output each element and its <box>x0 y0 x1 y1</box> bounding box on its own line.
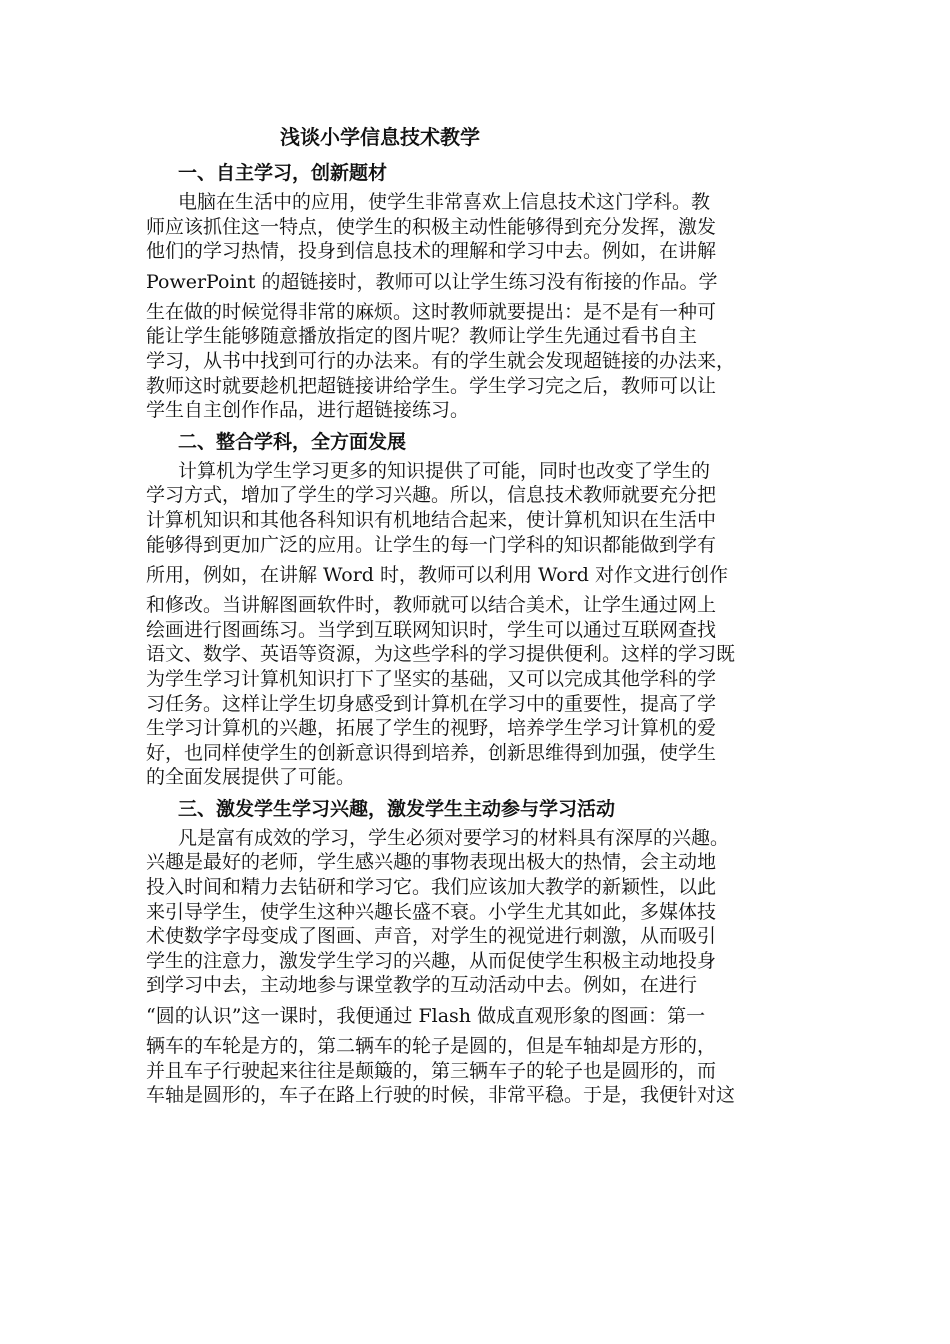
section-1-heading: 一、自主学习，创新题材 <box>178 162 388 184</box>
text-line: 电脑在生活中的应用，使学生非常喜欢上信息技术这门学科。教 <box>178 191 711 213</box>
text-line: 辆车的车轮是方的，第二辆车的轮子是圆的，但是车轴却是方形的， <box>146 1035 717 1058</box>
text-line: 来引导学生，使学生这种兴趣长盛不衰。小学生尤其如此，多媒体技 <box>146 900 717 923</box>
text-line: 学生自主创作作品，进行超链接练习。 <box>146 399 470 422</box>
document-page <box>146 118 811 1110</box>
text-line: 凡是富有成效的学习，学生必须对要学习的材料具有深厚的兴趣。 <box>178 826 730 849</box>
text-line: 和修改。当讲解图画软件时，教师就可以结合美术，让学生通过网上 <box>146 594 717 617</box>
text-line: 并且车子行驶起来往往是颠簸的，第三辆车子的轮子也是圆形的，而 <box>146 1059 717 1082</box>
text-line: 学习方式，增加了学生的学习兴趣。所以，信息技术教师就要充分把 <box>146 484 717 507</box>
text-line: 计算机知识和其他各科知识有机地结合起来，使计算机知识在生活中 <box>146 508 717 531</box>
text-line: 生学习计算机的兴趣，拓展了学生的视野，培养学生学习计算机的爱 <box>146 717 717 740</box>
section-1-paragraph <box>146 190 811 423</box>
text-line: 投入时间和精力去钻研和学习它。我们应该加大教学的新颖性，以此 <box>146 876 717 899</box>
text-line: 术使数学字母变成了图画、声音，对学生的视觉进行刺激，从而吸引 <box>146 925 717 948</box>
section-2-paragraph <box>146 459 811 790</box>
text-line: 学生的注意力，激发学生学习的兴趣，从而促使学生积极主动地投身 <box>146 949 717 972</box>
text-line: 车轴是圆形的，车子在路上行驶的时候，非常平稳。于是，我便针对这 <box>146 1084 736 1107</box>
document-title: 浅谈小学信息技术教学 <box>280 125 480 149</box>
section-2-heading: 二、整合学科，全方面发展 <box>178 430 407 453</box>
section-3-paragraph <box>146 826 811 1108</box>
text-line: 学习，从书中找到可行的办法来。有的学生就会发现超链接的办法来， <box>146 349 736 372</box>
section-3-heading: 三、激发学生学习兴趣，激发学生主动参与学习活动 <box>178 797 616 820</box>
text-line: 为学生学习计算机知识打下了坚实的基础，又可以完成其他学科的学 <box>146 667 717 690</box>
text-line: 习任务。这样让学生切身感受到计算机在学习中的重要性，提高了学 <box>146 692 717 715</box>
text-line: 的全面发展提供了可能。 <box>146 766 356 789</box>
text-line: 生在做的时候觉得非常的麻烦。这时教师就要提出：是不是有一种可 <box>146 300 717 323</box>
text-line: 计算机为学生学习更多的知识提供了可能，同时也改变了学生的 <box>178 459 711 482</box>
text-line: “圆的认识”这一课时，我便通过 Flash 做成直观形象的图画：第一 <box>146 1005 706 1028</box>
text-line: 兴趣是最好的老师，学生感兴趣的事物表现出极大的热情，会主动地 <box>146 851 717 874</box>
text-line: 教师这时就要趁机把超链接讲给学生。学生学习完之后，教师可以让 <box>146 374 717 397</box>
text-line: PowerPoint 的超链接时，教师可以让学生练习没有衔接的作品。学 <box>146 270 718 293</box>
text-line: 好，也同样使学生的创新意识得到培养，创新思维得到加强，使学生 <box>146 741 717 764</box>
text-line: 能够得到更加广泛的应用。让学生的每一门学科的知识都能做到学有 <box>146 533 717 556</box>
text-line: 师应该抓住这一特点，使学生的积极主动性能够得到充分发挥，激发 <box>146 215 717 238</box>
text-line: 绘画进行图画练习。当学到互联网知识时，学生可以通过互联网查找 <box>146 618 717 641</box>
text-line: 语文、数学、英语等资源，为这些学科的学习提供便利。这样的学习既 <box>146 643 736 666</box>
text-line: 到学习中去，主动地参与课堂教学的互动活动中去。例如，在进行 <box>146 974 698 997</box>
text-line: 所用，例如，在讲解 Word 时，教师可以利用 Word 对作文进行创作 <box>146 564 729 587</box>
text-line: 能让学生能够随意播放指定的图片呢？教师让学生先通过看书自主 <box>146 325 698 348</box>
text-line: 他们的学习热情，投身到信息技术的理解和学习中去。例如，在讲解 <box>146 240 717 263</box>
